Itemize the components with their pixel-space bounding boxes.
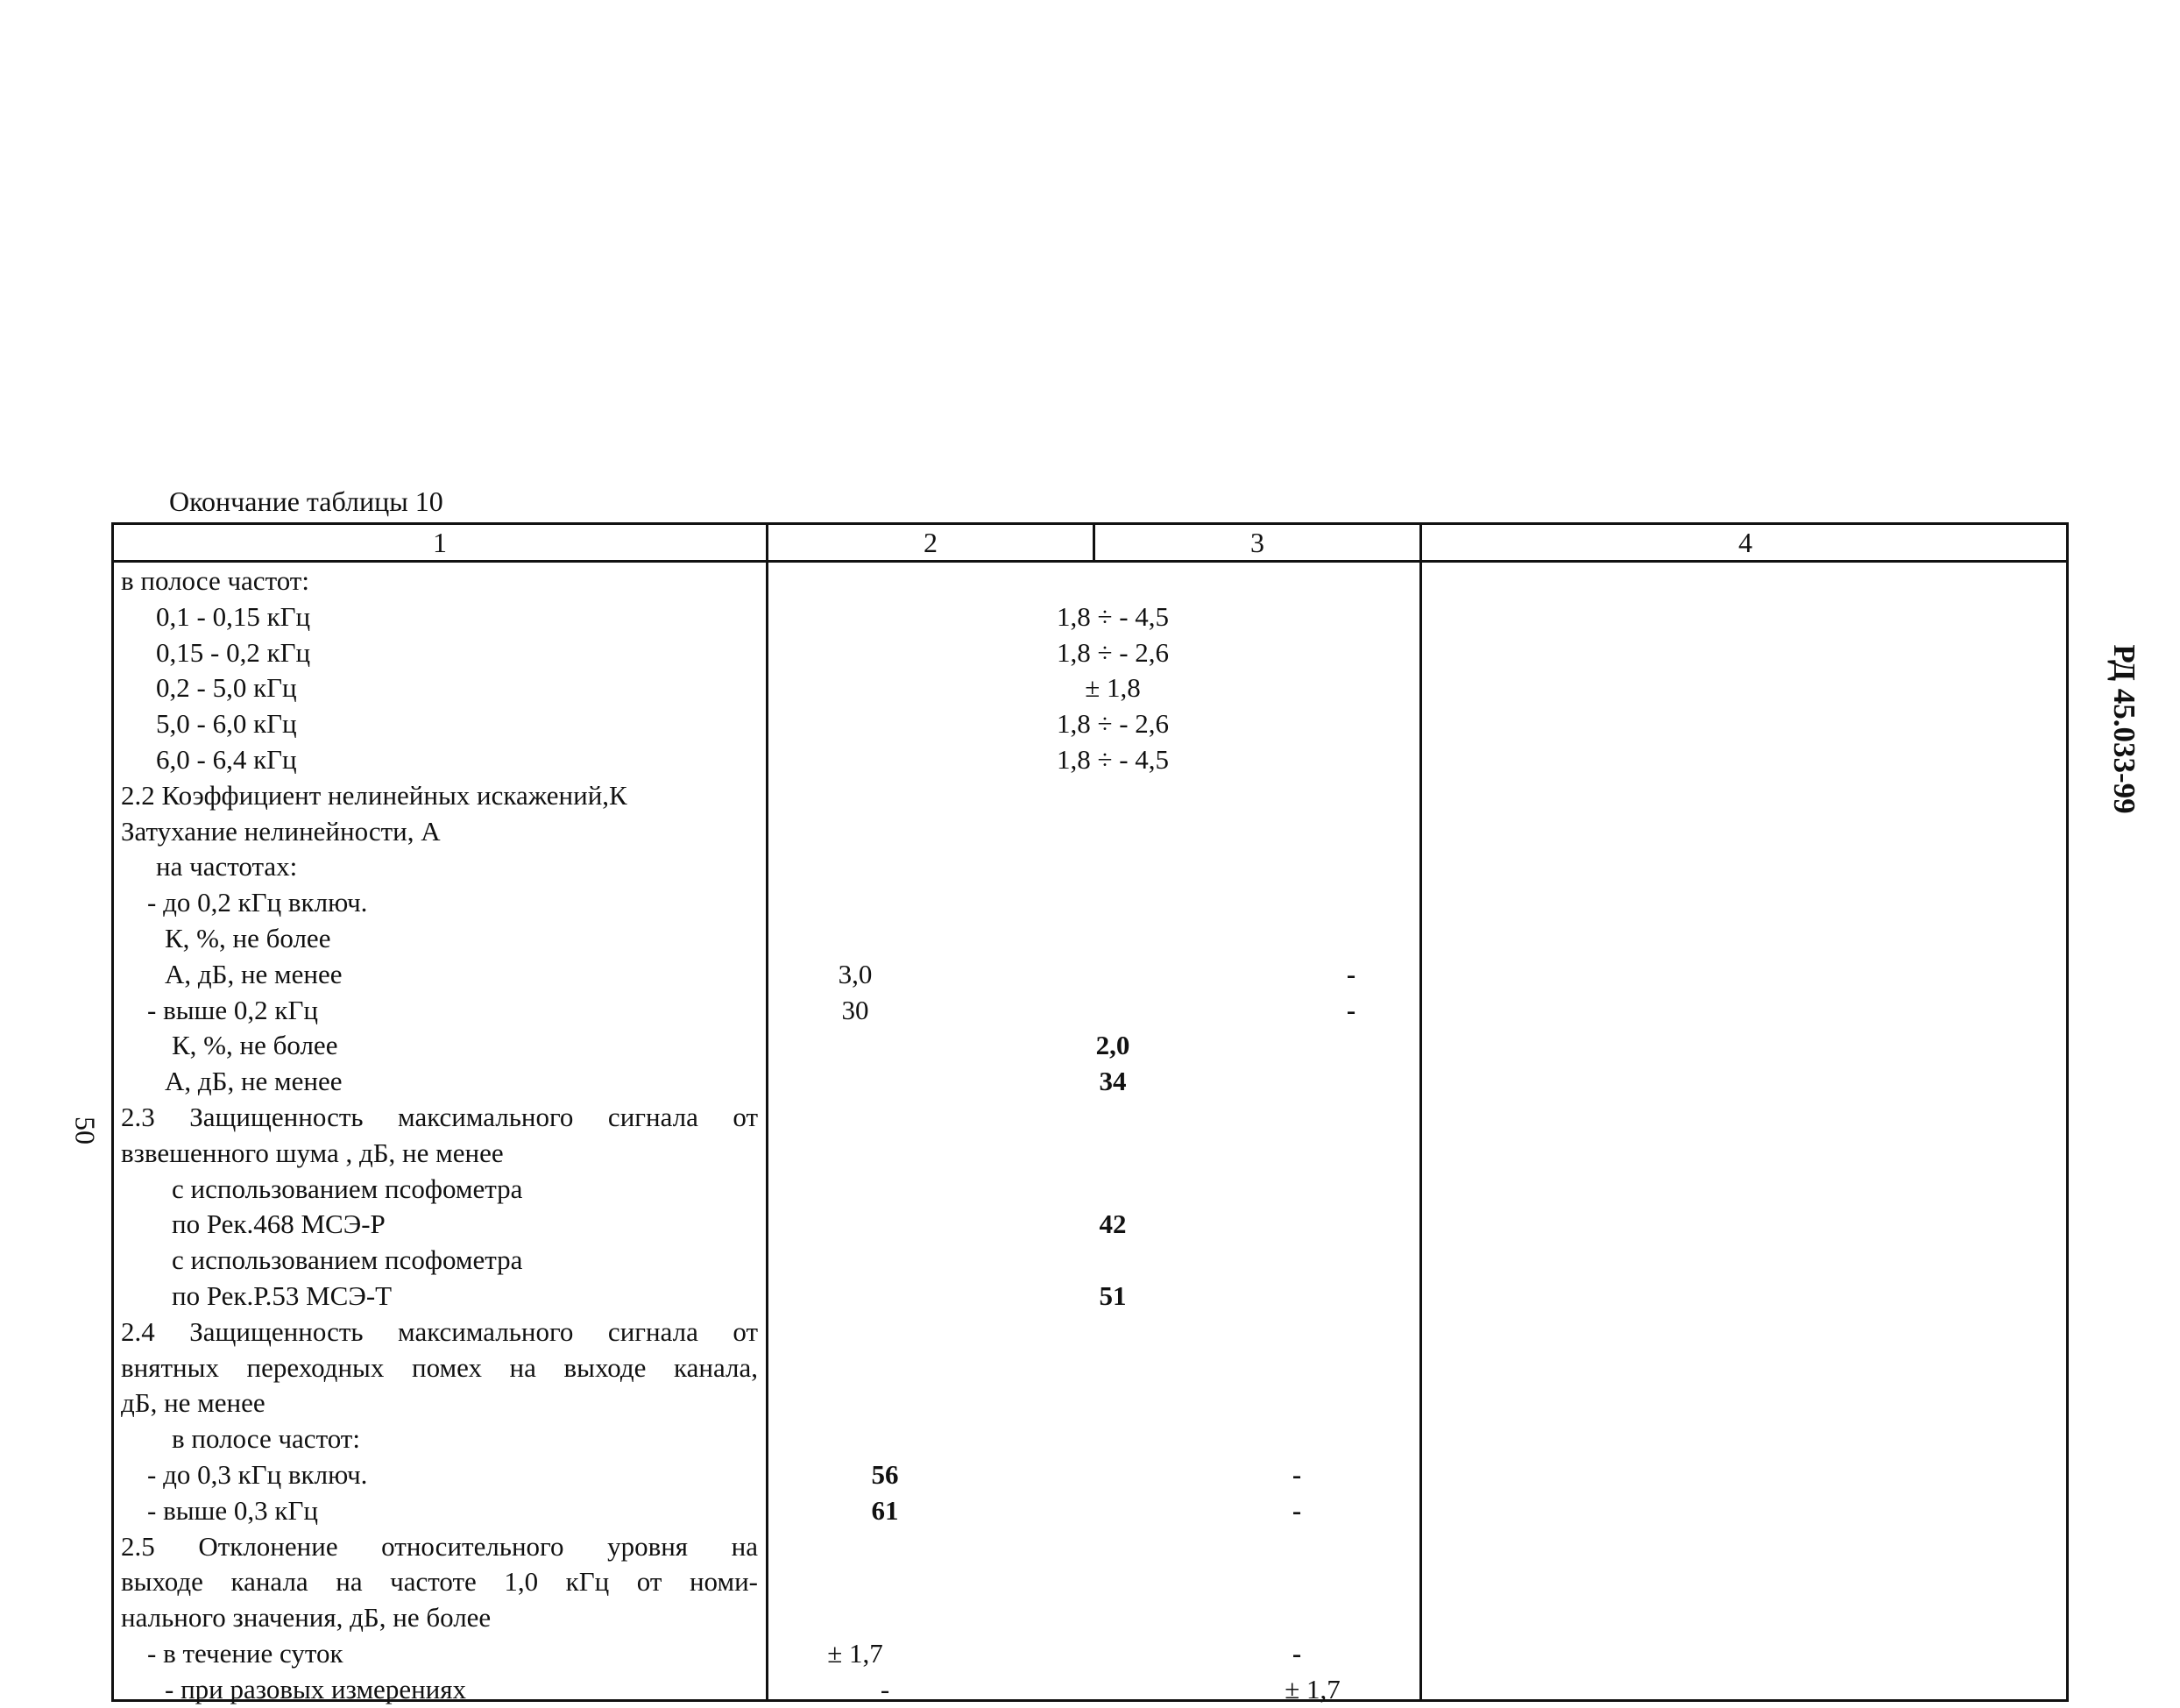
parameter-label: 5,0 - 6,0 кГц [156,708,297,740]
parameter-label: дБ, не менее [121,1387,265,1419]
table-row [114,957,2066,993]
parameter-label: с использованием псофометра [172,1173,523,1204]
parameter-label: К, %, не более [165,922,331,953]
parameter-label: нального значения, дБ, не более [121,1602,492,1634]
parameter-label: - выше 0,2 кГц [147,994,318,1025]
column-3-value: - [1292,1637,1302,1669]
table-row [114,1529,2066,1565]
column-header-4: 4 [1738,527,1752,558]
table-row [114,993,2066,1029]
parameter-label: А, дБ, не менее [165,1066,343,1097]
merged-value: 1,8 ÷ - 2,6 [1056,636,1170,668]
merged-value: 1,8 ÷ - 2,6 [1056,708,1170,740]
column-3-value: - [1292,1494,1302,1526]
table-caption: Окончание таблицы 10 [169,485,443,517]
table-row [114,778,2066,814]
table-row [114,1457,2066,1493]
column-2-value: 30 [841,994,869,1025]
table-row [114,1243,2066,1279]
table-row [114,742,2066,778]
column-2-value: 56 [871,1458,899,1490]
parameter-label: - при разовых измерениях [165,1673,467,1704]
column-2-value: 61 [871,1494,899,1526]
table-row [114,599,2066,635]
parameter-label: выходе канала на частоте 1,0 кГц от номи- [121,1566,758,1598]
parameter-label: по Рек.468 МСЭ-Р [172,1208,386,1240]
table-row [114,1493,2066,1529]
parameter-label: Затухание нелинейности, А [121,815,441,847]
parameter-label: 0,1 - 0,15 кГц [156,600,311,632]
table-row [114,1028,2066,1064]
merged-value: 1,8 ÷ - 4,5 [1056,600,1170,632]
table-row [114,1207,2066,1243]
table-row [114,1136,2066,1172]
column-3-value: - [1346,958,1356,989]
parameter-label: на частотах: [156,851,298,882]
column-2-value: ± 1,7 [827,1637,883,1669]
parameter-label: 2.2 Коэффициент нелинейных искажений,К [121,779,627,811]
table-row [114,635,2066,671]
column-3-value: - [1292,1458,1302,1490]
table-row [114,1600,2066,1636]
parameter-label: взвешенного шума , дБ, не менее [121,1137,504,1168]
parameter-label: А, дБ, не менее [165,958,343,989]
table-row [114,1386,2066,1421]
specification-table [111,522,2069,1702]
column-header-3: 3 [1250,527,1264,558]
table-row [114,1279,2066,1315]
table-row [114,1350,2066,1386]
merged-value: 34 [1099,1066,1127,1097]
parameter-label: 0,15 - 0,2 кГц [156,636,311,668]
column-header-1: 1 [433,527,447,558]
parameter-label: 0,2 - 5,0 кГц [156,672,297,704]
column-2-value: - [880,1673,890,1704]
merged-value: 1,8 ÷ - 4,5 [1056,743,1170,775]
parameter-label: 6,0 - 6,4 кГц [156,743,297,775]
column-3-value: ± 1,7 [1285,1673,1341,1704]
parameter-label: по Рек.Р.53 МСЭ-Т [172,1279,393,1311]
table-row [114,706,2066,742]
table-row [114,1100,2066,1136]
table-row [114,1672,2066,1708]
merged-value: 2,0 [1095,1030,1130,1061]
table-row [114,921,2066,957]
parameter-label: К, %, не более [172,1030,338,1061]
table-row [114,814,2066,850]
table-body [114,563,2066,1708]
parameter-label: - до 0,2 кГц включ. [147,887,368,918]
merged-value: ± 1,8 [1085,672,1141,704]
table-row [114,1564,2066,1600]
parameter-label: 2.3 Защищенность максимального сигнала от [121,1101,758,1132]
column-header-2: 2 [924,527,938,558]
parameter-label: - до 0,3 кГц включ. [147,1458,368,1490]
parameter-label: - выше 0,3 кГц [147,1494,318,1526]
parameter-label: с использованием псофометра [172,1244,523,1276]
table-row [114,670,2066,706]
table-row [114,1315,2066,1350]
page-number: 50 [69,1116,102,1145]
parameter-label: 2.4 Защищенность максимального сигнала от [121,1315,758,1347]
table-row [114,885,2066,921]
parameter-label: в полосе частот: [172,1423,360,1455]
parameter-label: в полосе частот: [121,565,309,596]
document-code: РД 45.033-99 [2107,644,2141,814]
column-3-value: - [1346,994,1356,1025]
table-row [114,563,2066,599]
column-2-value: 3,0 [838,958,873,989]
table-row [114,1172,2066,1208]
merged-value: 42 [1099,1208,1127,1240]
merged-value: 51 [1099,1279,1127,1311]
table-row [114,1636,2066,1672]
table-row [114,849,2066,885]
table-row [114,1421,2066,1457]
header-divider [114,560,2066,563]
table-row [114,1064,2066,1100]
parameter-label: внятных переходных помех на выходе канала, [121,1351,758,1383]
parameter-label: 2.5 Отклонение относительного уровня на [121,1530,758,1562]
parameter-label: - в течение суток [147,1637,343,1669]
